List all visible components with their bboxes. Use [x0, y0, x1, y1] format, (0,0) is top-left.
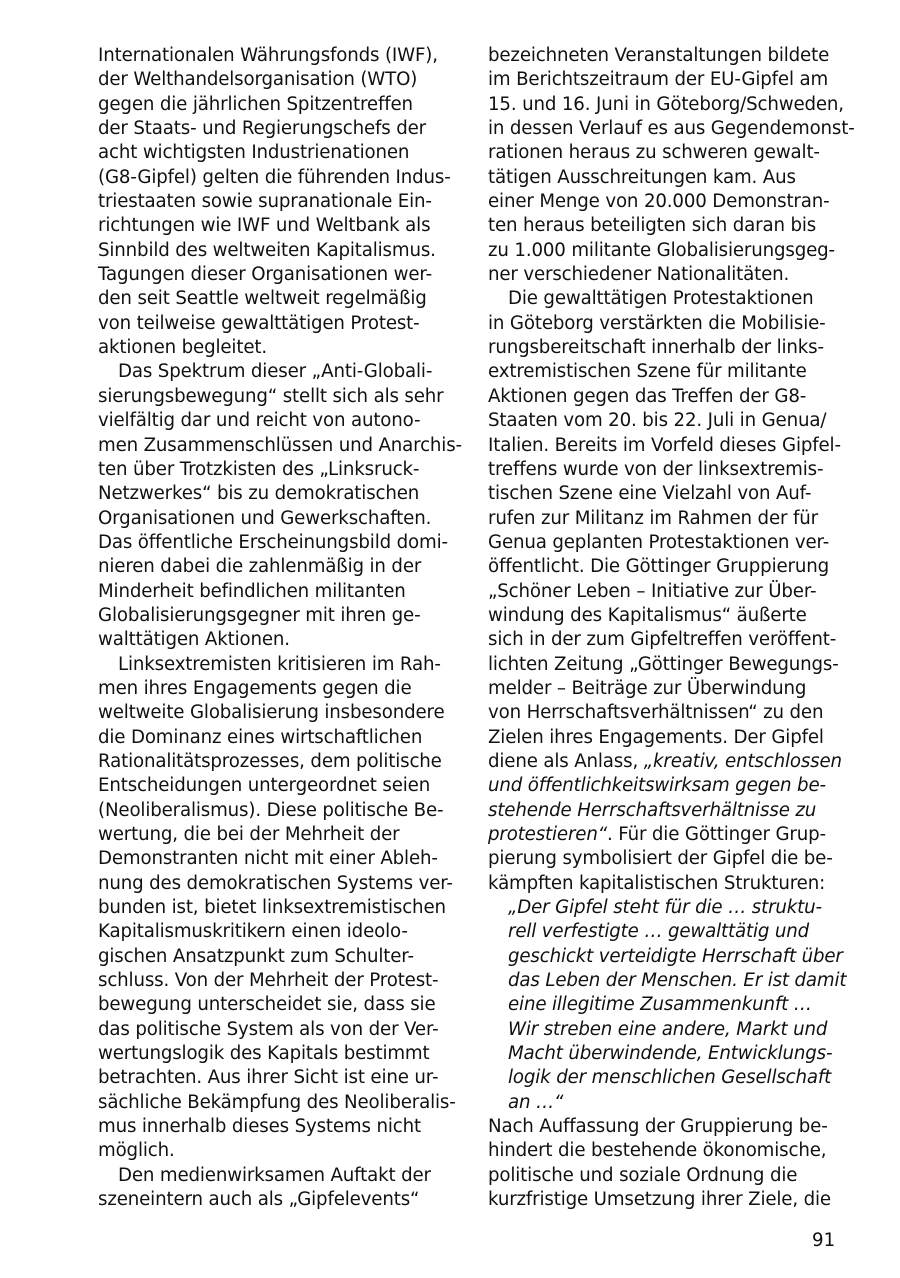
right-text-line: im Berichtszeitraum der EU-Gipfel am — [488, 69, 829, 91]
left-text-line: Tagungen dieser Organisationen wer- — [98, 264, 432, 286]
right-text-line: kurzfristige Umsetzung ihrer Ziele, die — [488, 1189, 831, 1211]
right-text-line: Nach Auffassung der Gruppierung be- — [488, 1116, 828, 1138]
left-text-line: men ihres Engagements gegen die — [98, 677, 412, 699]
left-text-line: acht wichtigsten Industrienationen — [98, 142, 410, 164]
left-text-line: (Neoliberalismus). Diese politische Be- — [98, 799, 444, 821]
left-text-line: von teilweise gewalttätigen Protest- — [98, 312, 420, 334]
right-text-line: tischen Szene eine Vielzahl von Auf- — [488, 483, 812, 505]
right-text-line: treffens wurde von der linksextremis- — [488, 458, 824, 480]
text-span: diene als Anlass, — [488, 750, 644, 772]
left-text-line: die Dominanz eines wirtschaftlichen — [98, 726, 423, 748]
right-text-line — [488, 750, 848, 774]
text-span: . Für die Göttinger Grup- — [607, 824, 826, 845]
right-text-line: „Der Gipfel steht für die … struktu- — [508, 897, 822, 919]
right-text-line: Wir streben eine andere, Markt und — [508, 1018, 828, 1040]
left-text-line: mus innerhalb dieses Systems nicht — [98, 1116, 421, 1138]
right-text-line — [488, 799, 848, 823]
right-text-line: in dessen Verlauf es aus Gegendemonst- — [488, 118, 855, 140]
italic-quote-span: protestieren“ — [488, 824, 607, 845]
right-text-line: Zielen ihres Engagements. Der Gipfel — [488, 726, 824, 748]
left-text-line: Netzwerkes“ bis zu demokratischen — [98, 483, 420, 505]
left-text-line: Das öffentliche Erscheinungsbild domi- — [98, 531, 448, 553]
left-text-line: gegen die jährlichen Spitzentreffen — [98, 93, 413, 115]
left-text-line: nung des demokratischen Systems ver- — [98, 872, 453, 894]
left-text-line: Entscheidungen untergeordnet seien — [98, 775, 431, 797]
italic-quote-span: und öffentlichkeitswirksam gegen be- — [488, 775, 826, 797]
left-text-line: wertungslogik des Kapitals bestimmt — [98, 1043, 430, 1065]
left-text-line: weltweite Globalisierung insbesondere — [98, 702, 445, 724]
right-text-line: logik der menschlichen Gesellschaft — [508, 1067, 832, 1089]
right-text-line: das Leben der Menschen. Er ist damit — [508, 970, 847, 992]
left-text-line: der Staats- und Regierungschefs der — [98, 118, 426, 140]
left-text-line: szeneintern auch als „Gipfelevents“ — [98, 1189, 420, 1211]
right-text-line: politische und soziale Ordnung die — [488, 1164, 798, 1186]
right-text-line: Die gewalttätigen Protestaktionen — [508, 288, 814, 310]
left-text-line: Sinnbild des weltweiten Kapitalismus. — [98, 239, 436, 261]
right-text-line: einer Menge von 20.000 Demonstran- — [488, 191, 830, 213]
left-text-line: vielfältig dar und reicht von autono- — [98, 410, 421, 432]
right-text-line: melder – Beiträge zur Überwindung — [488, 677, 807, 699]
left-text-line: Das Spektrum dieser „Anti-Globali- — [118, 361, 433, 383]
right-text-line: Aktionen gegen das Treffen der G8- — [488, 385, 807, 407]
right-text-line: Genua geplanten Protestaktionen ver- — [488, 531, 830, 553]
right-text-line: kämpften kapitalistischen Strukturen: — [488, 872, 826, 894]
right-text-line: eine illegitime Zusammenkunft … — [508, 994, 812, 1016]
right-text-line: sich in der zum Gipfeltreffen veröffent- — [488, 629, 837, 651]
left-text-line: das politische System als von der Ver- — [98, 1018, 439, 1040]
left-text-line: ten über Trotzkisten des „Linksruck- — [98, 458, 420, 480]
right-text-line: 15. und 16. Juni in Göteborg/Schweden, — [488, 93, 844, 115]
left-text-line: Den medienwirksamen Auftakt der — [118, 1164, 431, 1186]
left-text-line: walttätigen Aktionen. — [98, 629, 290, 651]
left-text-line: betrachten. Aus ihrer Sicht ist eine ur- — [98, 1067, 439, 1089]
right-text-line: windung des Kapitalismus“ äußerte — [488, 604, 807, 626]
italic-quote-span: „kreativ, entschlossen — [643, 750, 842, 772]
left-text-line: der Welthandelsorganisation (WTO) — [98, 69, 418, 91]
right-text-line: rufen zur Militanz im Rahmen der für — [488, 507, 818, 529]
right-text-line — [488, 774, 848, 798]
page-number: 91 — [812, 1230, 836, 1251]
left-text-line: den seit Seattle weltweit regelmäßig — [98, 288, 427, 310]
left-text-line: nieren dabei die zahlenmäßig in der — [98, 556, 422, 578]
italic-quote-span: stehende Herrschaftsverhältnisse zu — [488, 799, 817, 821]
right-text-line: tätigen Ausschreitungen kam. Aus — [488, 166, 796, 188]
right-text-line: geschickt verteidigte Herrschaft über — [508, 945, 843, 967]
left-text-line: gischen Ansatzpunkt zum Schulter- — [98, 945, 414, 967]
right-text-line: hindert die bestehende ökonomische, — [488, 1140, 827, 1162]
left-text-line: Globalisierungsgegner mit ihren ge- — [98, 604, 421, 626]
left-text-line: Kapitalismuskritikern einen ideolo- — [98, 921, 408, 943]
right-text-line — [488, 823, 848, 847]
left-text-line: sächliche Bekämpfung des Neoliberalis- — [98, 1091, 456, 1113]
right-text-line: von Herrschaftsverhältnissen“ zu den — [488, 702, 824, 724]
right-text-line: in Göteborg verstärkten die Mobilisie- — [488, 312, 826, 334]
left-text-line: triestaaten sowie supranationale Ein- — [98, 191, 432, 213]
right-text-line: bezeichneten Veranstaltungen bildete — [488, 45, 830, 66]
right-text-line: Macht überwindende, Entwicklungs- — [508, 1043, 833, 1065]
left-text-line: Demonstranten nicht mit einer Ableh- — [98, 848, 438, 870]
right-text-line: zu 1.000 militante Globalisierungsgeg- — [488, 239, 835, 261]
left-text-line: bewegung unterscheidet sie, dass sie — [98, 994, 436, 1016]
right-text-line: öffentlicht. Die Göttinger Gruppierung — [488, 556, 829, 578]
right-text-line: ten heraus beteiligten sich daran bis — [488, 215, 817, 237]
right-text-line: ner verschiedener Nationalitäten. — [488, 264, 790, 286]
right-text-line: „Schöner Leben – Initiative zur Über- — [488, 580, 817, 602]
right-text-line: rell verfestigte … gewalttätig und — [508, 921, 810, 943]
left-text-line: men Zusammenschlüssen und Anarchis- — [98, 434, 462, 456]
right-text-line: pierung symbolisiert der Gipfel die be- — [488, 848, 833, 870]
left-text-line: richtungen wie IWF und Weltbank als — [98, 215, 431, 237]
left-text-line: Organisationen und Gewerkschaften. — [98, 507, 432, 529]
left-text-line: aktionen begleitet. — [98, 337, 267, 359]
left-text-line: Rationalitätsprozesses, dem politische — [98, 750, 442, 772]
right-column — [488, 44, 855, 1213]
left-text-line: Internationalen Währungsfonds (IWF), — [98, 45, 438, 66]
left-column — [98, 44, 460, 1213]
right-text-line: lichten Zeitung „Göttinger Bewegungs- — [488, 653, 839, 675]
right-text-line: Italien. Bereits im Vorfeld dieses Gipfel- — [488, 434, 841, 456]
right-text-line: extremistischen Szene für militante — [488, 361, 807, 383]
left-text-line: bunden ist, bietet linksextremistischen — [98, 897, 446, 919]
left-text-line: möglich. — [98, 1140, 175, 1162]
right-text-line: Staaten vom 20. bis 22. Juli in Genua/ — [488, 410, 827, 432]
right-text-line: rungsbereitschaft innerhalb der links- — [488, 337, 824, 359]
left-text-line: wertung, die bei der Mehrheit der — [98, 824, 400, 845]
left-text-line: sierungsbewegung“ stellt sich als sehr — [98, 385, 444, 407]
left-text-line: (G8-Gipfel) gelten die führenden Indus- — [98, 166, 451, 188]
left-text-line: Linksextremisten kritisieren im Rah- — [118, 653, 441, 675]
right-text-line: rationen heraus zu schweren gewalt- — [488, 142, 820, 164]
right-text-line: an …“ — [508, 1091, 564, 1113]
left-text-line: schluss. Von der Mehrheit der Protest- — [98, 970, 439, 992]
left-text-line: Minderheit befindlichen militanten — [98, 580, 406, 602]
